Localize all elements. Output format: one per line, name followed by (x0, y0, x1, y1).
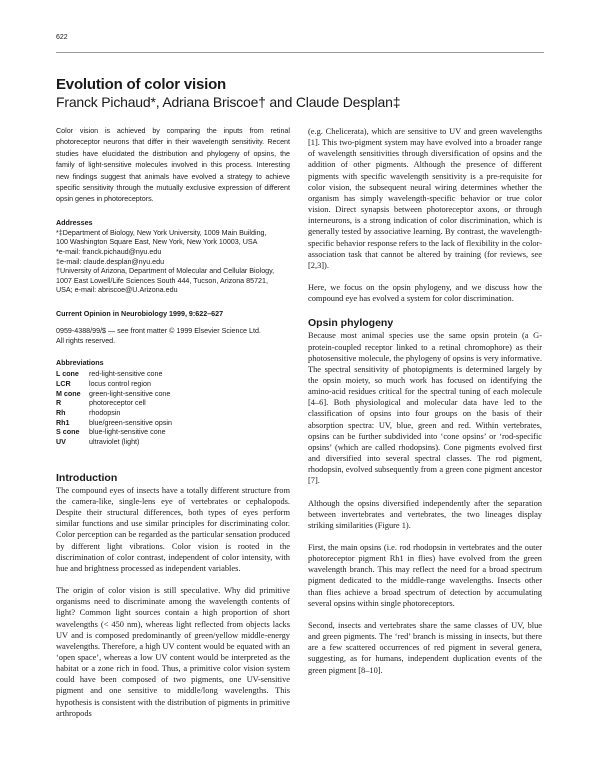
address-line: *‡Department of Biology, New York University, 1009 Main Building, (56, 228, 267, 237)
addresses-label: Addresses (56, 218, 93, 227)
paragraph: The compound eyes of insects have a totally different structure from the camera-like, single-lens eye of vertebrates or cephalopods. Despite their structural differences, both types of eyes perform similar functions and use similar principles for discriminating color. Color perception can be regarded as the particular sensation produced by different light vibrations. Color vision is rooted in the discrimination of color contrast, independent of color intensity, with hue and brightness processed as independent variables. (56, 485, 290, 573)
journal-citation: Current Opinion in Neurobiology 1999, 9:622–627 (56, 310, 224, 318)
abbreviation-row: M cone green-light-sensitive cone (56, 389, 171, 398)
abbreviation-row: R photoreceptor cell (56, 399, 146, 408)
copyright-line: All rights reserved. (56, 336, 116, 345)
addresses-block (56, 229, 290, 296)
left-column (56, 126, 290, 719)
copyright-block (56, 327, 290, 346)
right-column (308, 126, 542, 676)
opsin-phylogeny-heading: Opsin phylogeny (308, 317, 394, 330)
paragraph: Because most animal species use the same opsin protein (a G-protein-coupled receptor linked to a retinal chromophore) as their photosensitive molecule, the phylogeny of opsins is very informative. The spectral sensitivity of photopigments is determined largely by the opsin moiety, so much work has focused on identifying the amino-acid residues critical for the spectral tuning of each molecule [4–6]. Both physiological and molecular data have led to the classification of opsins into four groups on the basis of their absorption spectra: UV, blue, green and red. Within vertebrates, opsins can be further subdivided into ‘cone opsins’ or ‘rod-specific opsins’ (which are called rhodopsins). Cone pigments evolved first and diversified into several spectral classes. The rod pigment, rhodopsin, evolved subsequently from a green cone pigment ancestor [7]. (308, 331, 542, 486)
article-title: Evolution of color vision (56, 76, 227, 93)
paragraph: Second, insects and vertebrates share the same classes of UV, blue and green pigments. The ‘red’ branch is missing in insects, but there are a few scattered occurrences of red pigment in several genera, suggesting, as for humans, independent duplication events of the green pigment [8–10]. (308, 620, 542, 675)
abbreviation-row: Rh1 blue/green-sensitive opsin (56, 418, 172, 427)
address-line: †University of Arizona, Department of Molecular and Cellular Biology, (56, 267, 275, 276)
abbreviation-row: Rh rhodopsin (56, 409, 121, 417)
paragraph: Although the opsins diversified independently after the separation between invertebrates and vertebrates, the two lineages display striking similarities (Figure 1). (308, 498, 542, 530)
opsin-phylogeny-body (308, 330, 542, 675)
email-line: USA; e-mail: abriscoe@U.Arizona.edu (56, 286, 178, 295)
abbreviation-row: UV ultraviolet (light) (56, 438, 140, 447)
address-line: 100 Washington Square East, New York, New York 10003, USA (56, 238, 258, 247)
introduction-heading: Introduction (56, 471, 118, 484)
email-line: *e-mail: franck.pichaud@nyu.edu (56, 248, 162, 257)
copyright-line: 0959-4388/99/$ — see front matter © 1999 Elsevier Science Ltd. (56, 327, 261, 335)
abbreviations-label: Abbreviations (56, 359, 104, 368)
introduction-body (56, 485, 290, 719)
abbreviation-row: L cone red-light-sensitive cone (56, 370, 163, 379)
email-line: ‡e-mail: claude.desplan@nyu.edu (56, 257, 165, 266)
paragraph: (e.g. Chelicerata), which are sensitive to UV and green wavelengths [1]. This two-pigment system may have evolved into a broader range of wavelength sensitivities through diversification of opsins and the addition of other pigments. Although the presence of different pigments with specific wavelength sensitivity is a pre-requisite for color vision, the subsequent neural wiring determines whether the organism has simply wavelength-specific behavior or true color vision. Direct synapsis between photoreceptor axons, or through interneurons, is a strong indication of color discrimination, which is generally tested by associative learning. By contrast, the wavelength-specific behavior response refers to the lack of flexibility in the color-association task that cannot be altered by training (for reviews, see [2,3]). (308, 127, 543, 270)
right-column-body (308, 126, 542, 304)
address-line: 1007 East Lowell/Life Sciences South 444, Tucson, Arizona 85721, (56, 276, 268, 285)
abstract: Color vision is achieved by comparing the inputs from retinal photoreceptor neurons that differ in their wavelength sensitivity. Recent studies have elucidated the distribution and phylogeny of opsins, the family of light-sensitive molecules involved in this process. Interesting new findings suggest that animals have evolved a strategy to achieve specific sensitivity through the mutually exclusive expression of different opsin genes in photoreceptors. (56, 127, 290, 204)
article-authors: Franck Pichaud*, Adriana Briscoe† and Claude Desplan‡ (56, 94, 401, 110)
abbreviation-row: LCR locus control region (56, 379, 151, 388)
top-rule (56, 52, 544, 53)
abbreviations-table (56, 370, 172, 448)
paragraph: Here, we focus on the opsin phylogeny, and we discuss how the compound eye has evolved a system for color discrimination. (308, 283, 542, 304)
page-number: 622 (56, 34, 68, 41)
paragraph: First, the main opsins (i.e. rod rhodopsin in vertebrates and the outer photoreceptor pigment Rh1 in flies) have evolved from the green wavelength branch. This may reflect the need for a broad spectrum pigment dedicated to the middle-range wavelengths. Insects other than flies achieve a broad spectrum of detection by accumulating several opsins within single photoreceptors. (308, 543, 542, 608)
paragraph: The origin of color vision is still speculative. Why did primitive organisms need to discriminate among the wavelength contents of light? Common light sources contain a high proportion of short wavelengths (< 450 nm), whereas light reflected from objects lacks UV and is composed predominantly of green/yellow middle-energy wavelengths. Therefore, a high UV content would be equated with an ‘open space’, whereas a low UV content would be interpreted as the habitat or a zone rich in food. Thus, a primitive color vision system could have been composed of two pigments, one UV-sensitive pigment and one sensitive to middle/long wavelengths. This hypothesis is consistent with the distribution of pigments in primitive arthropods (56, 586, 290, 718)
abbreviation-row: S cone blue-light-sensitive cone (56, 428, 166, 437)
